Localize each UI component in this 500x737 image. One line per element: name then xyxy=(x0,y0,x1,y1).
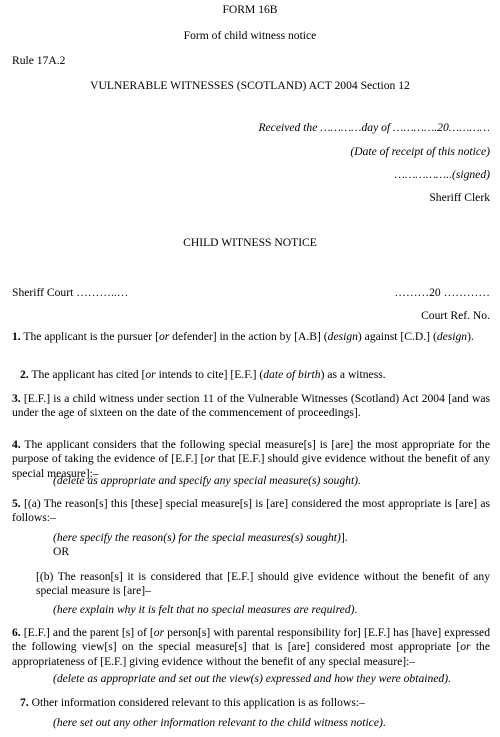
or-separator: OR xyxy=(53,545,70,558)
act-heading: VULNERABLE WITNESSES (SCOTLAND) ACT 2004 Section 12 xyxy=(90,79,410,92)
received-line: Received the …………day of ………….20………… xyxy=(258,121,490,134)
court-ref-label: Court Ref. No. xyxy=(421,309,490,322)
paragraph-number: 2. xyxy=(20,368,29,381)
paragraph-5b: [(b) The reason[s] it is considered that [E.F.] should give evidence without the benefit of any special measure is [are]– xyxy=(36,570,490,598)
signed-line: ……………..(signed) xyxy=(394,168,490,181)
paragraph-number: 6. xyxy=(12,626,21,639)
paragraph-6: 6. [E.F.] and the parent [s] of [or person[s] with parental responsibility for] [E.F.] has [have] expressed the following view[s] on the special measure[s] that is [are] considered most appropriate [or the appropriateness of [E.F.] giving evidence without the benefit of any special measure]:– xyxy=(12,626,491,668)
paragraph-3: 3. [E.F.] is a child witness under section 11 of the Vulnerable Witnesses (Scotland) Act 2004 [and was under the age of sixteen on the date of the commencement of proceedings]. xyxy=(12,392,490,420)
paragraph-7: 7. Other information considered relevant to this application is as follows:– xyxy=(20,696,365,709)
paragraph-1: 1. The applicant is the pursuer [or defender] in the action by [A.B] (design) against [C.D.] (design). xyxy=(12,330,474,343)
paragraph-7-note: (here set out any other information relevant to the child witness notice). xyxy=(53,716,386,729)
paragraph-2: 2. The applicant has cited [or intends to cite] [E.F.] (date of birth) as a witness. xyxy=(20,368,386,381)
form-title: Form of child witness notice xyxy=(183,29,317,42)
sheriff-clerk-label: Sheriff Clerk xyxy=(429,191,490,204)
receipt-date-note: (Date of receipt of this notice) xyxy=(350,145,490,158)
notice-title: CHILD WITNESS NOTICE xyxy=(183,236,317,249)
paragraph-4: 4. The applicant considers that the following special measure[s] is [are] the most appropriate for the purpose of taking the evidence of [E.F.] [or that [E.F.] should give evidence without the benefit of any special measure]:– xyxy=(12,438,490,480)
paragraph-number: 5. xyxy=(12,497,21,510)
paragraph-number: 4. xyxy=(12,438,21,451)
court-date-line: ………20 ………… xyxy=(394,286,490,299)
paragraph-number: 3. xyxy=(12,392,21,405)
sheriff-court-line: Sheriff Court ………..… xyxy=(12,286,129,299)
paragraph-number: 7. xyxy=(20,696,29,709)
paragraph-6-note: (delete as appropriate and set out the view(s) expressed and how they were obtained). xyxy=(53,672,451,685)
paragraph-4-note: (delete as appropriate and specify any special measure(s) sought). xyxy=(53,474,361,487)
paragraph-5b-note: (here explain why it is felt that no special measures are required). xyxy=(53,603,358,616)
rule-reference: Rule 17A.2 xyxy=(12,54,66,67)
paragraph-5a: 5. [(a) The reason[s] this [these] special measure[s] is [are] considered the most appropriate is [are] as follows:– xyxy=(12,497,490,525)
form-number: FORM 16B xyxy=(222,3,278,16)
paragraph-number: 1. xyxy=(12,330,21,343)
paragraph-5a-note: (here specify the reason(s) for the special measures(s) sought)]. xyxy=(53,531,348,544)
